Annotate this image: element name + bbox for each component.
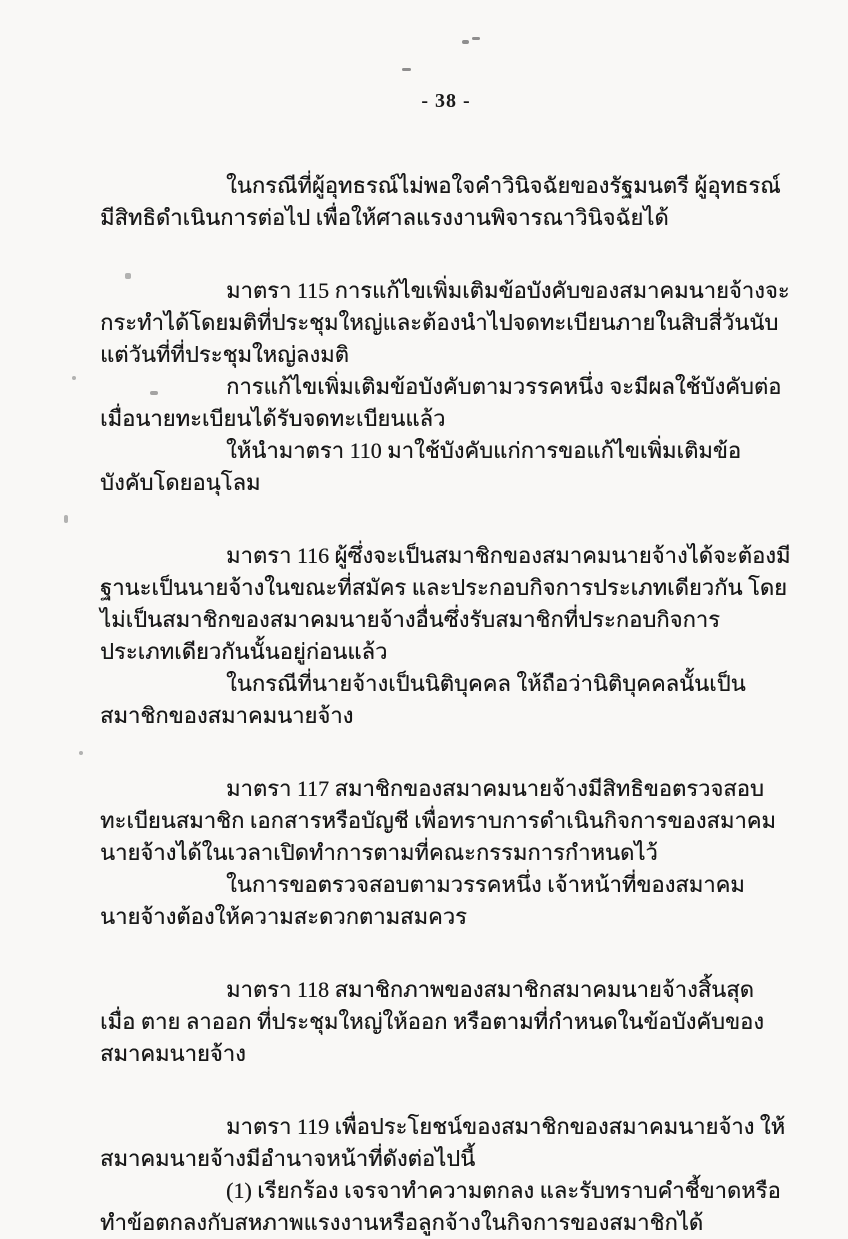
scan-speck [64, 515, 68, 523]
paragraph: มาตรา 116 ผู้ซึ่งจะเป็นสมาชิกของสมาคมนายจ้างได้จะต้องมีฐานะเป็นนายจ้างในขณะที่สมัคร และประกอบกิจการประเภทเดียวกัน โดยไม่เป็นสมาชิกของสมาคมนายจ้างอื่นซึ่งรับสมาชิกที่ประกอบกิจการประเภทเดียวกันนั้นอยู่ก่อนแล้ว [100, 543, 791, 664]
scan-speck [79, 751, 83, 755]
paragraph: มาตรา 118 สมาชิกภาพของสมาชิกสมาคมนายจ้างสิ้นสุด เมื่อ ตาย ลาออก ที่ประชุมใหญ่ให้ออก หรือตามที่กำหนดในข้อบังคับของสมาคมนายจ้าง [100, 977, 764, 1066]
section-matra-118 [100, 974, 792, 1070]
section-matra-119 [100, 1111, 792, 1239]
section-appeal-clause [100, 170, 792, 234]
page-number: - 38 - [421, 90, 471, 112]
section-matra-116 [100, 540, 792, 732]
document-content [100, 0, 792, 1239]
paragraph: มาตรา 119 เพื่อประโยชน์ของสมาชิกของสมาคมนายจ้าง ให้สมาคมนายจ้างมีอำนาจหน้าที่ดังต่อไปนี้ [100, 1114, 786, 1171]
section-matra-117 [100, 773, 792, 933]
paragraph: (1) เรียกร้อง เจรจาทำความตกลง และรับทราบคำชี้ขาดหรือทำข้อตกลงกับสหภาพแรงงานหรือลูกจ้างในกิจการของสมาชิกได้ [100, 1178, 781, 1235]
paragraph: ในกรณีที่นายจ้างเป็นนิติบุคคล ให้ถือว่านิติบุคคลนั้นเป็นสมาชิกของสมาคมนายจ้าง [100, 671, 746, 728]
section-matra-115 [100, 275, 792, 499]
paragraph: มาตรา 115 การแก้ไขเพิ่มเติมข้อบังคับของสมาคมนายจ้างจะกระทำได้โดยมติที่ประชุมใหญ่และต้องนำไปจดทะเบียนภายในสิบสี่วันนับแต่วันที่ที่ประชุมใหญ่ลงมติ [100, 278, 790, 367]
paragraph: ในการขอตรวจสอบตามวรรคหนึ่ง เจ้าหน้าที่ของสมาคมนายจ้างต้องให้ความสะดวกตามสมควร [100, 872, 745, 929]
scan-speck [72, 376, 76, 380]
paragraph: ให้นำมาตรา 110 มาใช้บังคับแก่การขอแก้ไขเพิ่มเติมข้อบังคับโดยอนุโลม [100, 438, 741, 495]
paragraph: การแก้ไขเพิ่มเติมข้อบังคับตามวรรคหนึ่ง จะมีผลใช้บังคับต่อเมื่อนายทะเบียนได้รับจดทะเบียนแล้ว [100, 374, 782, 431]
paragraph: ในกรณีที่ผู้อุทธรณ์ไม่พอใจคำวินิจฉัยของรัฐมนตรี ผู้อุทธรณ์มีสิทธิดำเนินการต่อไป เพื่อให้ศาลแรงงานพิจารณาวินิจฉัยได้ [100, 173, 781, 230]
paragraph: มาตรา 117 สมาชิกของสมาคมนายจ้างมีสิทธิขอตรวจสอบทะเบียนสมาชิก เอกสารหรือบัญชี เพื่อทราบการดำเนินกิจการของสมาคมนายจ้างได้ในเวลาเปิดทำการตามที่คณะกรรมการกำหนดไว้ [100, 776, 776, 865]
